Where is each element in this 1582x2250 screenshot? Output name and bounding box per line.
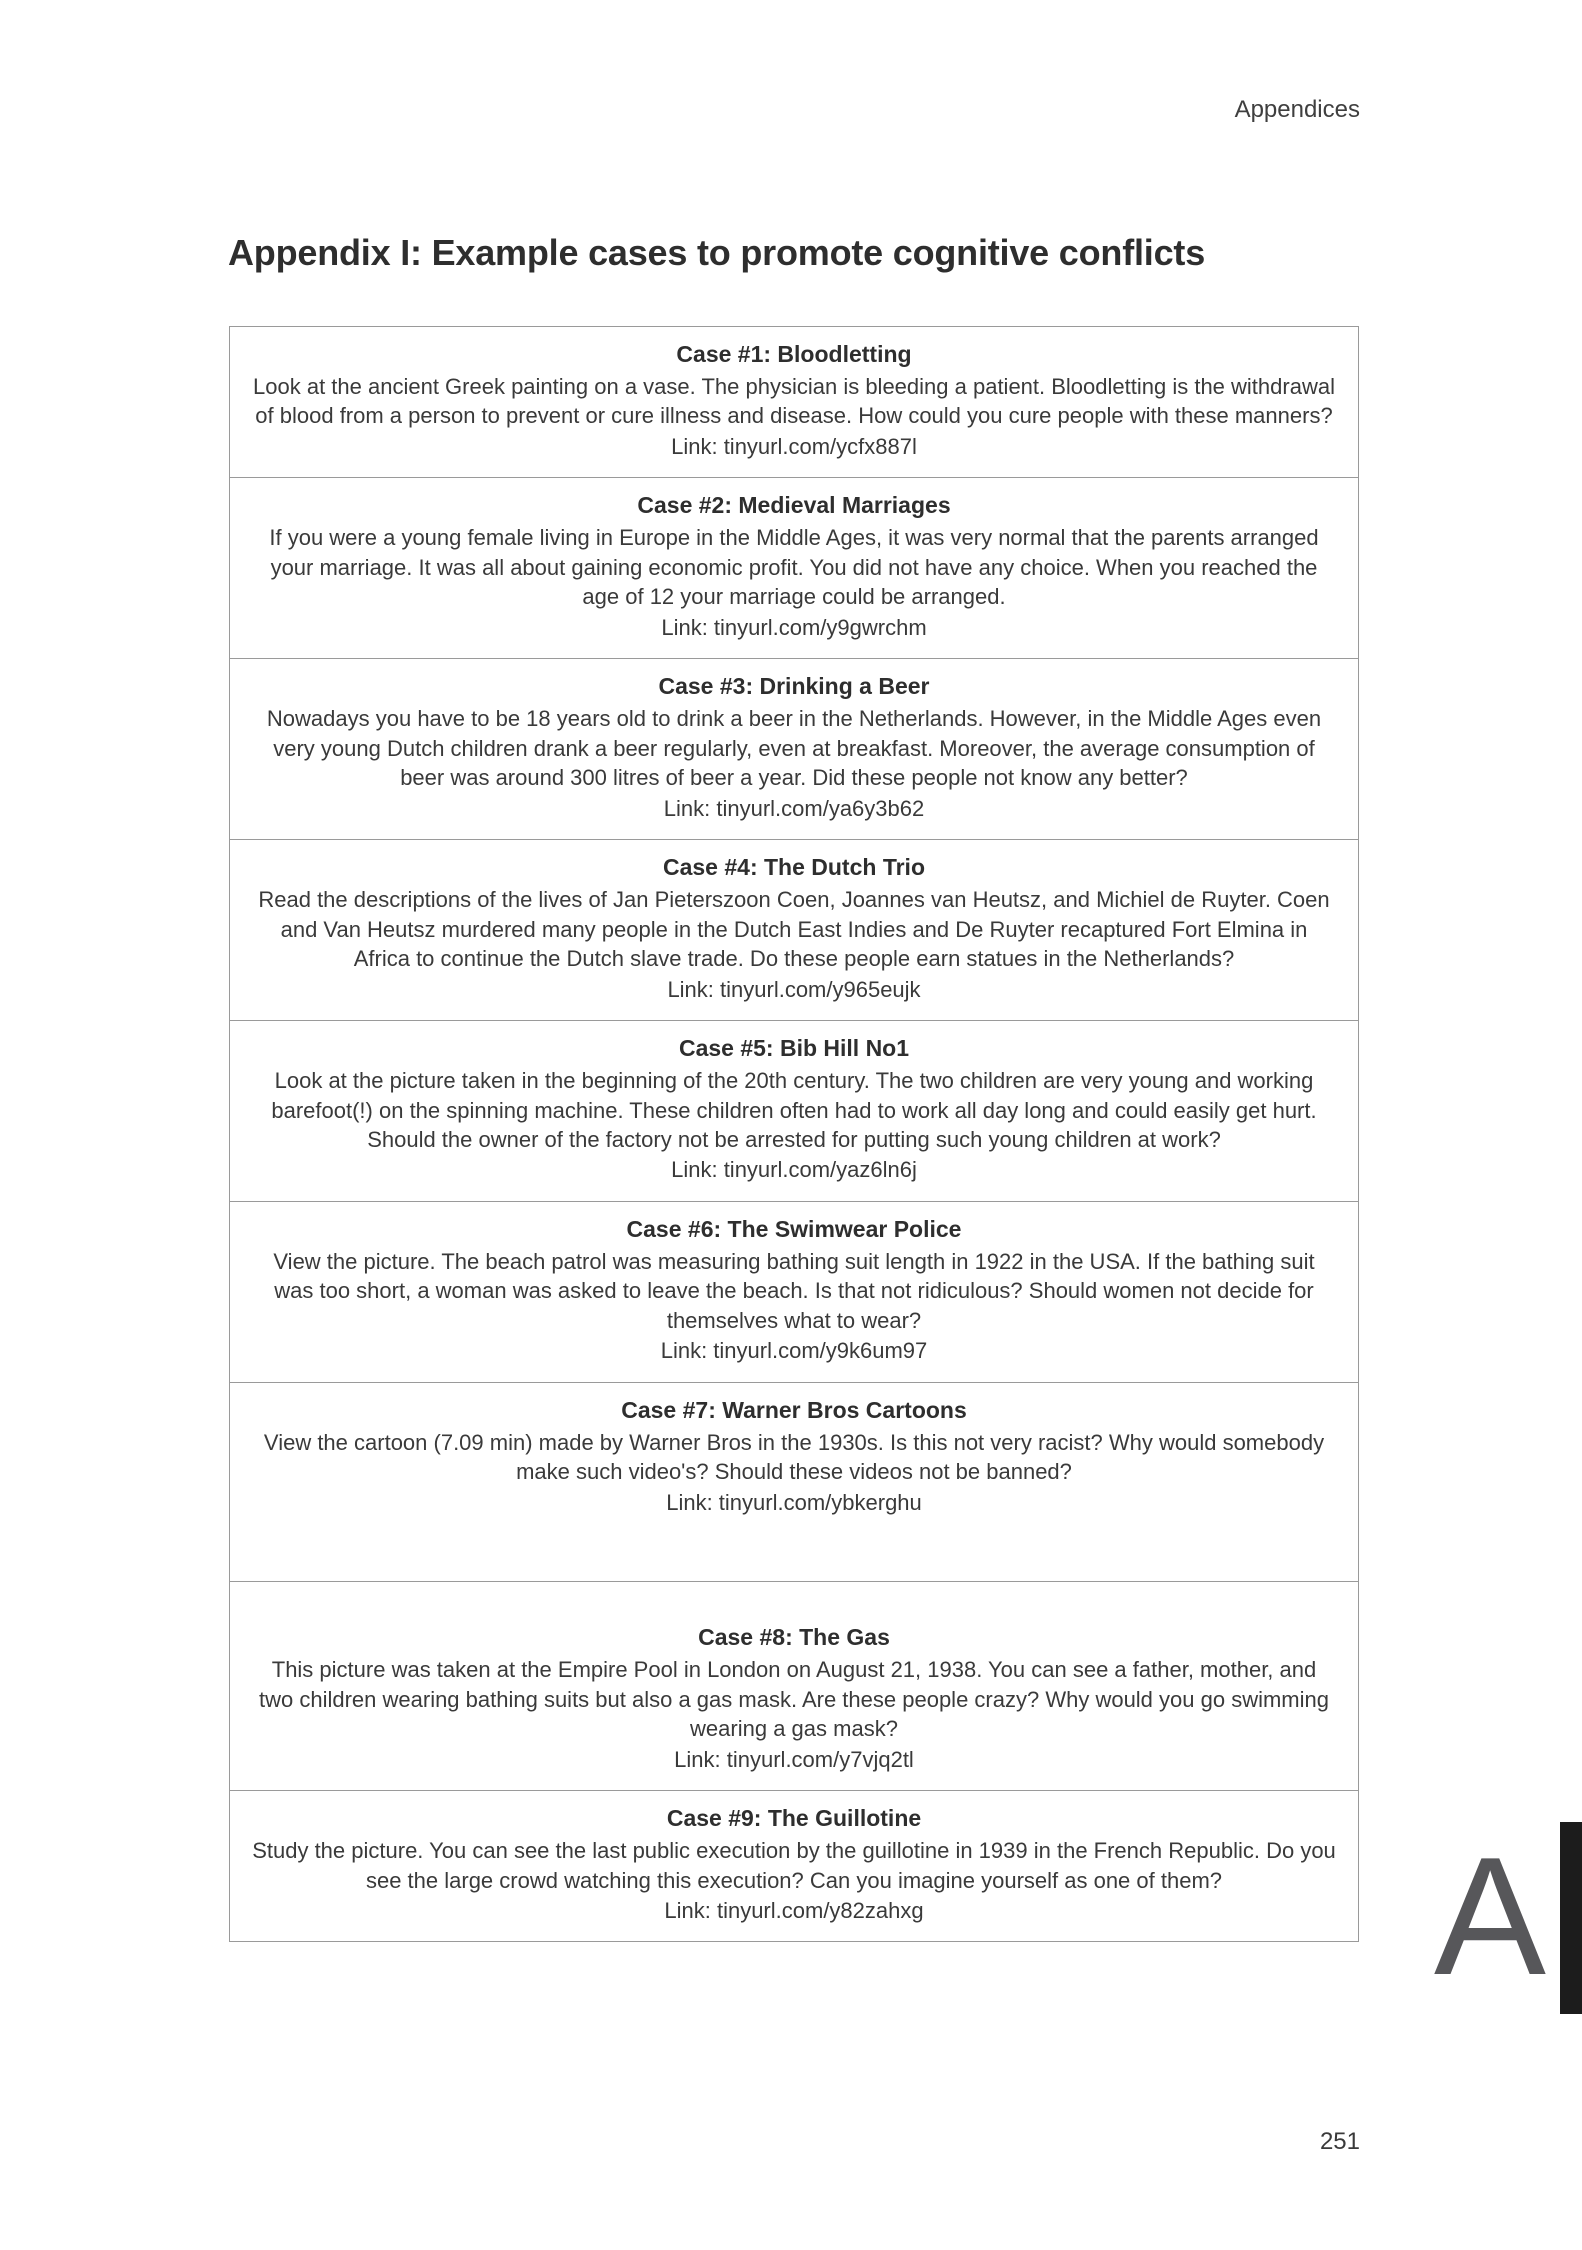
case-link: Link: tinyurl.com/ya6y3b62 <box>663 795 925 821</box>
case-title: Case #4: The Dutch Trio <box>662 854 925 881</box>
chapter-tab-bar <box>1560 1822 1582 2014</box>
case-link: Link: tinyurl.com/yaz6ln6j <box>671 1157 917 1183</box>
case-row-3 <box>230 659 1358 840</box>
case-body: Study the picture. You can see the last public execution by the guillotine in 1939 in the French Republic. Do you see the large crowd watching this execution? Can you imagine yourself as one of them? <box>252 1838 1336 1893</box>
case-link: Link: tinyurl.com/y965eujk <box>667 976 921 1002</box>
case-body: Look at the ancient Greek painting on a vase. The physician is bleeding a patient. Bloodletting is the withdrawal of blood from a person to prevent or cure illness and disease. How could you cure people with these manners? <box>253 374 1335 429</box>
case-title: Case #5: Bib Hill No1 <box>678 1035 910 1062</box>
case-link: Link: tinyurl.com/y7vjq2tl <box>674 1746 914 1772</box>
case-row-9 <box>230 1791 1358 1941</box>
case-body: View the picture. The beach patrol was measuring bathing suit length in 1922 in the USA. If the bathing suit was too short, a woman was asked to leave the beach. Is that not ridiculous? Should women not decide for themselves what to wear? <box>273 1248 1315 1333</box>
case-row-5 <box>230 1021 1358 1202</box>
case-title: Case #2: Medieval Marriages <box>637 492 951 519</box>
case-row-8 <box>230 1582 1358 1791</box>
case-link: Link: tinyurl.com/y9gwrchm <box>661 614 927 640</box>
case-body: Read the descriptions of the lives of Jan Pieterszoon Coen, Joannes van Heutsz, and Michiel de Ruyter. Coen and Van Heutsz murdered many people in the Dutch East Indies and De Ruyter recaptured Fort Elmina in Africa to continue the Dutch slave trade. Do these people earn statues in the Netherlands? <box>258 887 1330 972</box>
chapter-tab-letter: A <box>1433 1822 1546 2010</box>
case-link: Link: tinyurl.com/y9k6um97 <box>660 1338 928 1364</box>
page-number: 251 <box>1319 2128 1360 2155</box>
case-title: Case #9: The Guillotine <box>666 1805 922 1832</box>
case-link: Link: tinyurl.com/ycfx887l <box>671 433 917 459</box>
case-title: Case #7: Warner Bros Cartoons <box>621 1396 967 1423</box>
case-title: Case #3: Drinking a Beer <box>658 673 930 700</box>
case-title: Case #1: Bloodletting <box>676 341 912 367</box>
case-row-7 <box>230 1383 1358 1582</box>
case-row-1 <box>230 327 1358 478</box>
page-title: Appendix I: Example cases to promote cognitive conflicts <box>228 232 1206 273</box>
running-header: Appendices <box>1234 96 1360 123</box>
case-body: Nowadays you have to be 18 years old to drink a beer in the Netherlands. However, in the Middle Ages even very young Dutch children drank a beer regularly, even at breakfast. Moreover, the average consumption of beer was around 300 litres of beer a year. Did these people not know any better? <box>266 706 1322 791</box>
case-row-4 <box>230 840 1358 1021</box>
case-body: View the cartoon (7.09 min) made by Warner Bros in the 1930s. Is this not very racist? Why would somebody make such video's? Should these videos not be banned? <box>263 1429 1325 1485</box>
case-title: Case #8: The Gas <box>698 1624 890 1651</box>
case-body: Look at the picture taken in the beginning of the 20th century. The two children are very young and working barefoot(!) on the spinning machine. These children often had to work all day long and could easily get hurt. Should the owner of the factory not be arrested for putting such young children at work? <box>271 1068 1317 1152</box>
case-body: If you were a young female living in Europe in the Middle Ages, it was very normal that the parents arranged your marriage. It was all about gaining economic profit. You did not have any choice. When you reached the age of 12 your marriage could be arranged. <box>269 525 1319 610</box>
case-row-2 <box>230 478 1358 659</box>
case-link: Link: tinyurl.com/y82zahxg <box>664 1898 924 1923</box>
case-row-6 <box>230 1202 1358 1383</box>
case-body: This picture was taken at the Empire Pool in London on August 21, 1938. You can see a father, mother, and two children wearing bathing suits but also a gas mask. Are these people crazy? Why would you go swimming wearing a gas mask? <box>259 1657 1329 1742</box>
case-link: Link: tinyurl.com/ybkerghu <box>666 1489 922 1515</box>
case-title: Case #6: The Swimwear Police <box>626 1215 962 1242</box>
cases-table <box>229 326 1359 1942</box>
